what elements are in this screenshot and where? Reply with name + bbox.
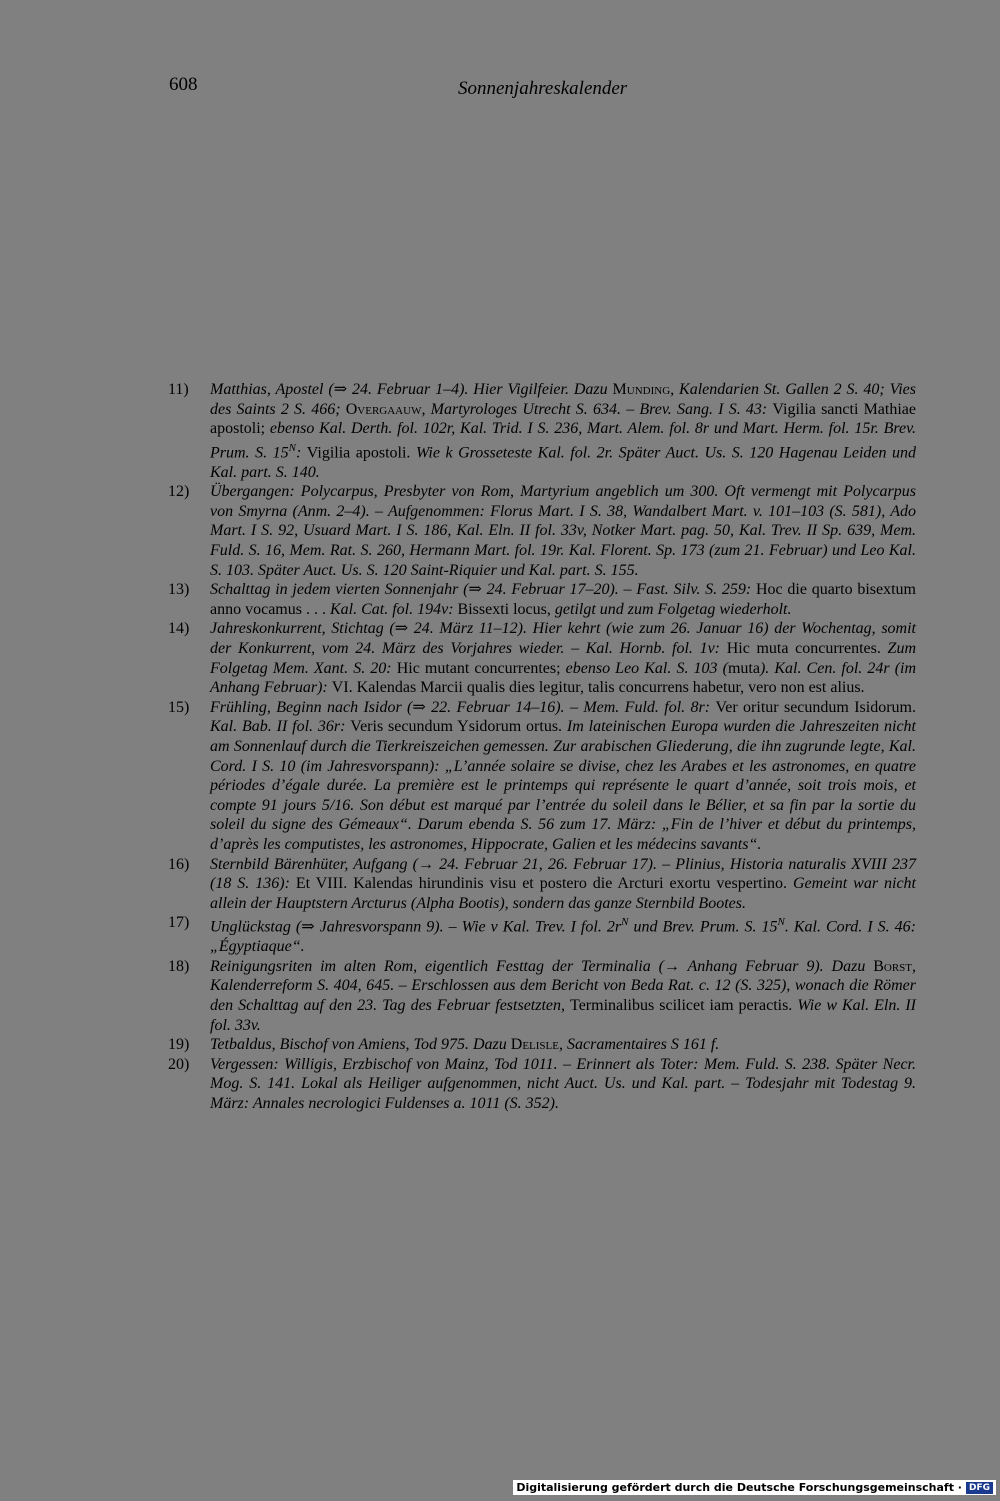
footnote-segment: N xyxy=(621,916,629,929)
footnote-segment: Gemeint war nicht allein der Hauptstern Arcturus (Alpha Bootis), sondern das ganze Sternbild Bootes. xyxy=(210,875,916,912)
footnote-segment: N xyxy=(777,916,785,929)
footnote-segment: Wie k Grosseteste Kal. fol. 2r. Später Auct. Us. S. 120 Hagenau Leiden und Kal. part. S. 140. xyxy=(210,444,917,481)
footnote-segment: Vigilia apostoli. xyxy=(306,444,411,462)
footnote xyxy=(168,619,916,697)
footnote xyxy=(168,957,916,1035)
footnote-segment: . Kal. Cord. I S. 46: „Égyptiaque“. xyxy=(210,918,917,956)
footnote-text xyxy=(210,482,916,580)
footnote-segment: Reinigungsriten im alten Rom, eigentlich Festtag der Terminalia (→ Anhang Februar 9). Dazu xyxy=(210,957,874,975)
footnote-number: 14) xyxy=(168,620,190,638)
page-number: 608 xyxy=(169,74,198,95)
footnote-segment: Vergessen: Willigis, Erzbischof von Mainz, Tod 1011. – Erinnert als Toter: Mem. Fuld. S. 238. Später Necr. Mog. S. 141. Lokal als Heiliger aufgenommen, nicht Auct. Us. und Kal. part. – Todesjahr mit Todestag 9. März: Annales necrologici Fuldenses a. 1011 (S. 352). xyxy=(210,1055,916,1113)
footnote-segment: ). Kal. Cen. fol. 24r (im Anhang Februar): xyxy=(210,659,917,697)
footnote-segment: ebenso Leo Kal. S. 103 ( xyxy=(560,659,728,677)
footnote-text xyxy=(210,957,916,1035)
footnote-number: 20) xyxy=(168,1055,190,1073)
footnote-text xyxy=(210,698,916,855)
footnote-segment: : xyxy=(295,444,307,462)
footnote-segment: N xyxy=(288,441,296,454)
footnote-text xyxy=(210,619,916,697)
footnote-segment: Terminalibus scilicet iam peractis. xyxy=(570,997,793,1015)
footnote-segment: Sternbild Bärenhüter, Aufgang (→ 24. Februar 21, 26. Februar 17). – Plinius, Historia naturalis XVIII 237 (18 S. 136): xyxy=(210,855,916,893)
footnote-segment: Borst xyxy=(873,957,912,975)
footnote xyxy=(168,855,916,914)
footnote-segment: Hoc die quarto bisextum anno vocamus . . . xyxy=(210,581,917,618)
footnote-segment: Kal. Cat. fol. 194v: xyxy=(325,600,458,618)
funding-text: Digitalisierung gefördert durch die Deutsche Forschungsgemeinschaft · xyxy=(516,1481,962,1494)
footnote-number: 15) xyxy=(168,698,190,716)
footnote-segment: , Sacramentaires S 161 f. xyxy=(558,1036,720,1054)
footnote-segment: ebenso Kal. Derth. fol. 102r, Kal. Trid. I S. 236, Mart. Alem. fol. 8r und Mart. Herm. fol. 15r. Brev. Prum. S. 15 xyxy=(210,420,916,462)
footnote-segment: getilgt und zum Folgetag wiederholt. xyxy=(550,600,792,618)
footnote-segment: Schalttag in jedem vierten Sonnenjahr (⇒ 24. Februar 17–20). – Fast. Silv. S. 259: xyxy=(210,581,756,599)
footnote-number: 17) xyxy=(168,914,190,932)
footnote-segment: Im lateinischen Europa wurden die Jahreszeiten nicht am Sonnenlauf durch die Tierkreiszeichen gemessen. Zur arabischen Gliederung, die ihn zugrunde legte, Kal. Cord. I S. 10 (im Jahresvorspann): „L’année solaire se divise, chez les Arabes et les astronomes, en quatre périodes d’égale durée. La première est le printemps qui représente le quart d’année, soit trois mois, et compte 91 jours 5/16. Son début est marqué par l’entrée du soleil dans le Bélier, et sa fin par la sortie du soleil du signe des Gémeaux“. Darum ebenda S. 56 zum 17. März: „Fin de l’hiver et début du printemps, d’après les computistes, les astronomes, Hippocrate, Galien et les médecins savants“. xyxy=(210,718,916,853)
footnote-segment: Delisle xyxy=(510,1036,559,1054)
footnote-segment: Overgaauw xyxy=(345,400,422,418)
footnote-number: 11) xyxy=(168,381,189,398)
footnote xyxy=(168,482,916,580)
footnote-segment: , Kalenderreform S. 404, 645. – Erschlossen aus dem Bericht von Beda Rat. c. 12 (S. 325), wonach die Römer den Schalttag auf den 23. Tag des Februar festsetzten, xyxy=(210,957,916,1015)
footnote xyxy=(168,1035,916,1055)
footnote xyxy=(168,913,916,957)
footnote-segment: Veris secundum Ysidorum ortus. xyxy=(350,718,563,736)
running-title: Sonnenjahreskalender xyxy=(458,78,628,99)
footnote-segment: Et VIII. Kalendas hirundinis visu et postero die Arcturi exortu vespertino. xyxy=(295,875,788,893)
footnote-segment: Zum Folgetag Mem. Xant. S. 20: xyxy=(210,640,917,677)
footnote-text xyxy=(210,380,916,482)
footnote-segment: Bissexti locus, xyxy=(457,600,551,618)
footnote-text xyxy=(210,855,916,914)
footnote-segment: Munding xyxy=(612,381,671,398)
footnote-segment: Wie w Kal. Eln. II fol. 33v. xyxy=(210,997,917,1034)
footnotes-list xyxy=(168,380,916,1114)
footnote-number: 19) xyxy=(168,1036,190,1054)
footnote-text xyxy=(210,1035,916,1055)
footnote-number: 12) xyxy=(168,483,190,501)
footnote-number: 18) xyxy=(168,957,190,975)
footnote-segment: Hic mutant concurrentes; xyxy=(396,659,561,677)
footnote-number: 16) xyxy=(168,855,190,873)
footnote xyxy=(168,698,916,855)
footnote-segment: Tetbaldus, Bischof von Amiens, Tod 975. Dazu xyxy=(210,1036,511,1054)
footnote xyxy=(168,380,916,482)
footnote-segment: muta xyxy=(727,659,760,677)
footnote-segment: , Kalendarien St. Gallen 2 S. 40; Vies des Saints 2 S. 466; xyxy=(210,381,917,418)
footnote-segment: Vigilia sancti Mathiae apostoli; xyxy=(210,400,917,438)
footnote-segment: Frühling, Beginn nach Isidor (⇒ 22. Februar 14–16). – Mem. Fuld. fol. 8r: xyxy=(210,698,716,716)
footnote-segment: Hic muta concurrentes. xyxy=(726,640,881,658)
footnote-segment: Kal. Bab. II fol. 36r: xyxy=(210,718,351,736)
footnote xyxy=(168,580,916,619)
footnote-segment: , Martyrologes Utrecht S. 634. – Brev. Sang. I S. 43: xyxy=(421,400,773,418)
footnote-segment: VI. Kalendas Marcii qualis dies legitur, talis concurrens habetur, vero non est alius. xyxy=(331,679,865,697)
footnote-segment: Ver oritur secundum Isidorum. xyxy=(715,698,917,716)
footnote-segment: Jahreskonkurrent, Stichtag (⇒ 24. März 11–12). Hier kehrt (wie zum 26. Januar 16) der Wochentag, somit der Konkurrent, vom 24. März des Vorjahres wieder. – Kal. Hornb. fol. 1v: xyxy=(210,620,916,658)
footnote-segment: Unglückstag (⇒ Jahresvorspann 9). – Wie v Kal. Trev. I fol. 2r xyxy=(210,918,622,936)
footnote-segment: und Brev. Prum. S. 15 xyxy=(628,918,778,936)
funding-footer xyxy=(513,1480,996,1495)
footnote-segment: Matthias, Apostel (⇒ 24. Februar 1–4). Hier Vigilfeier. Dazu xyxy=(210,381,613,398)
footnote-segment: Übergangen: Polycarpus, Presbyter von Rom, Martyrium angeblich um 300. Oft vermengt mit Polycarpus von Smyrna (Anm. 2–4). – Aufgenommen: Florus Mart. I S. 38, Wandalbert Mart. v. 101–103 (S. 581), Ado Mart. I S. 92, Usuard Mart. I S. 186, Kal. Eln. II fol. 33v, Notker Mart. pag. 50, Kal. Trev. II Sp. 639, Mem. Fuld. S. 16, Mem. Rat. S. 260, Hermann Mart. fol. 19r. Kal. Florent. Sp. 173 (zum 21. Februar) und Leo Kal. S. 103. Später Auct. Us. S. 120 Saint-Riquier und Kal. part. S. 155. xyxy=(210,483,916,579)
footnote-text xyxy=(210,913,916,957)
dfg-logo-icon: DFG xyxy=(966,1482,993,1494)
footnote-text xyxy=(210,1055,916,1114)
footnote xyxy=(168,1055,916,1114)
footnote-text xyxy=(210,580,916,619)
footnote-number: 13) xyxy=(168,581,190,599)
